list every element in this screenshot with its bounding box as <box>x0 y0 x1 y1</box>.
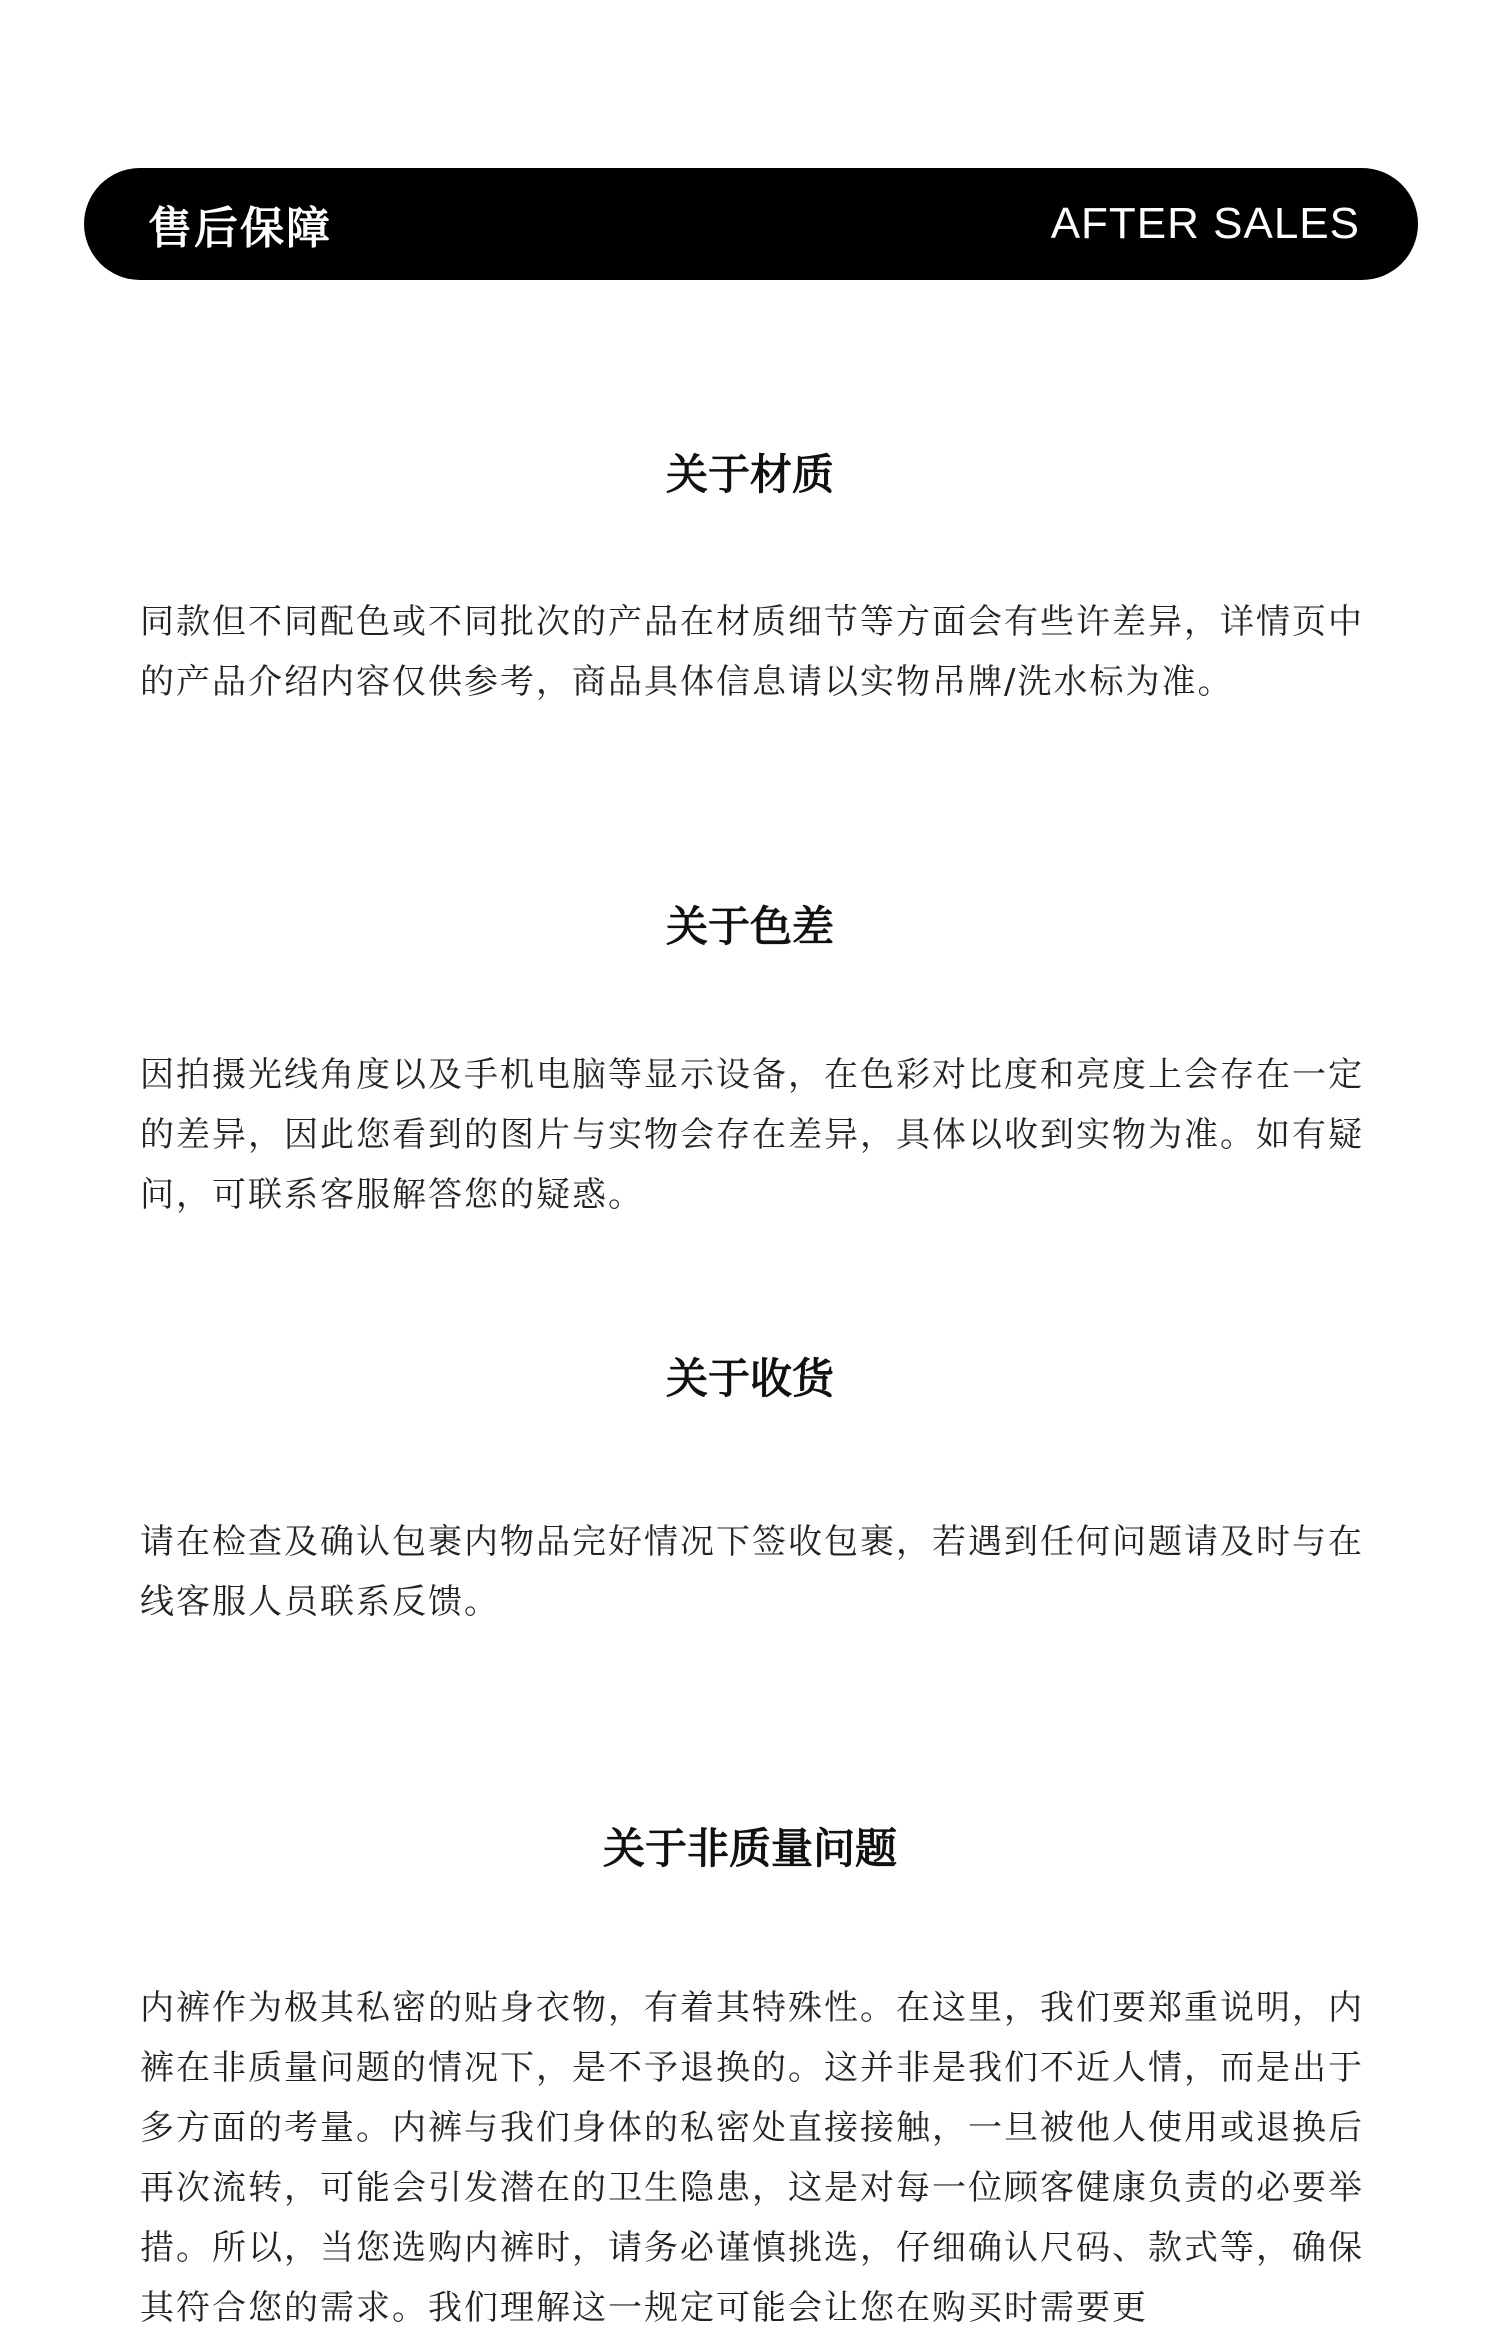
section-title-receiving: 关于收货 <box>665 1354 834 1403</box>
section-body-receiving: 请在检查及确认包裹内物品完好情况下签收包裹，若遇到任何问题请及时与在线客服人员联系反馈。 <box>140 1522 1364 1622</box>
after-sales-banner <box>84 168 1418 280</box>
banner-title: 售后保障 <box>148 203 332 254</box>
section-title-material: 关于材质 <box>665 450 834 499</box>
section-body-non-quality: 内裤作为极其私密的贴身衣物，有着其特殊性。在这里，我们要郑重说明，内裤在非质量问题的情况下，是不予退换的。这并非是我们不近人情，而是出于多方面的考量。内裤与我们身体的私密处直接接触，一旦被他人使用或退换后再次流转，可能会引发潜在的卫生隐患，这是对每一位顾客健康负责的必要举措。所以，当您选购内裤时，请务必谨慎挑选，仔细确认尺码、款式等，确保其符合您的需求。我们理解这一规定可能会让您在购买时需要更 <box>140 1988 1364 2328</box>
section-body-material: 同款但不同配色或不同批次的产品在材质细节等方面会有些许差异，详情页中的产品介绍内容仅供参考，商品具体信息请以实物吊牌/洗水标为准。 <box>140 602 1364 702</box>
banner-subtitle: AFTER SALES <box>1050 199 1360 248</box>
section-title-non-quality: 关于非质量问题 <box>602 1824 897 1873</box>
section-body-color-difference: 因拍摄光线角度以及手机电脑等显示设备，在色彩对比度和亮度上会存在一定的差异，因此您看到的图片与实物会存在差异，具体以收到实物为准。如有疑问，可联系客服解答您的疑惑。 <box>140 1055 1364 1215</box>
section-title-color-difference: 关于色差 <box>665 902 834 951</box>
